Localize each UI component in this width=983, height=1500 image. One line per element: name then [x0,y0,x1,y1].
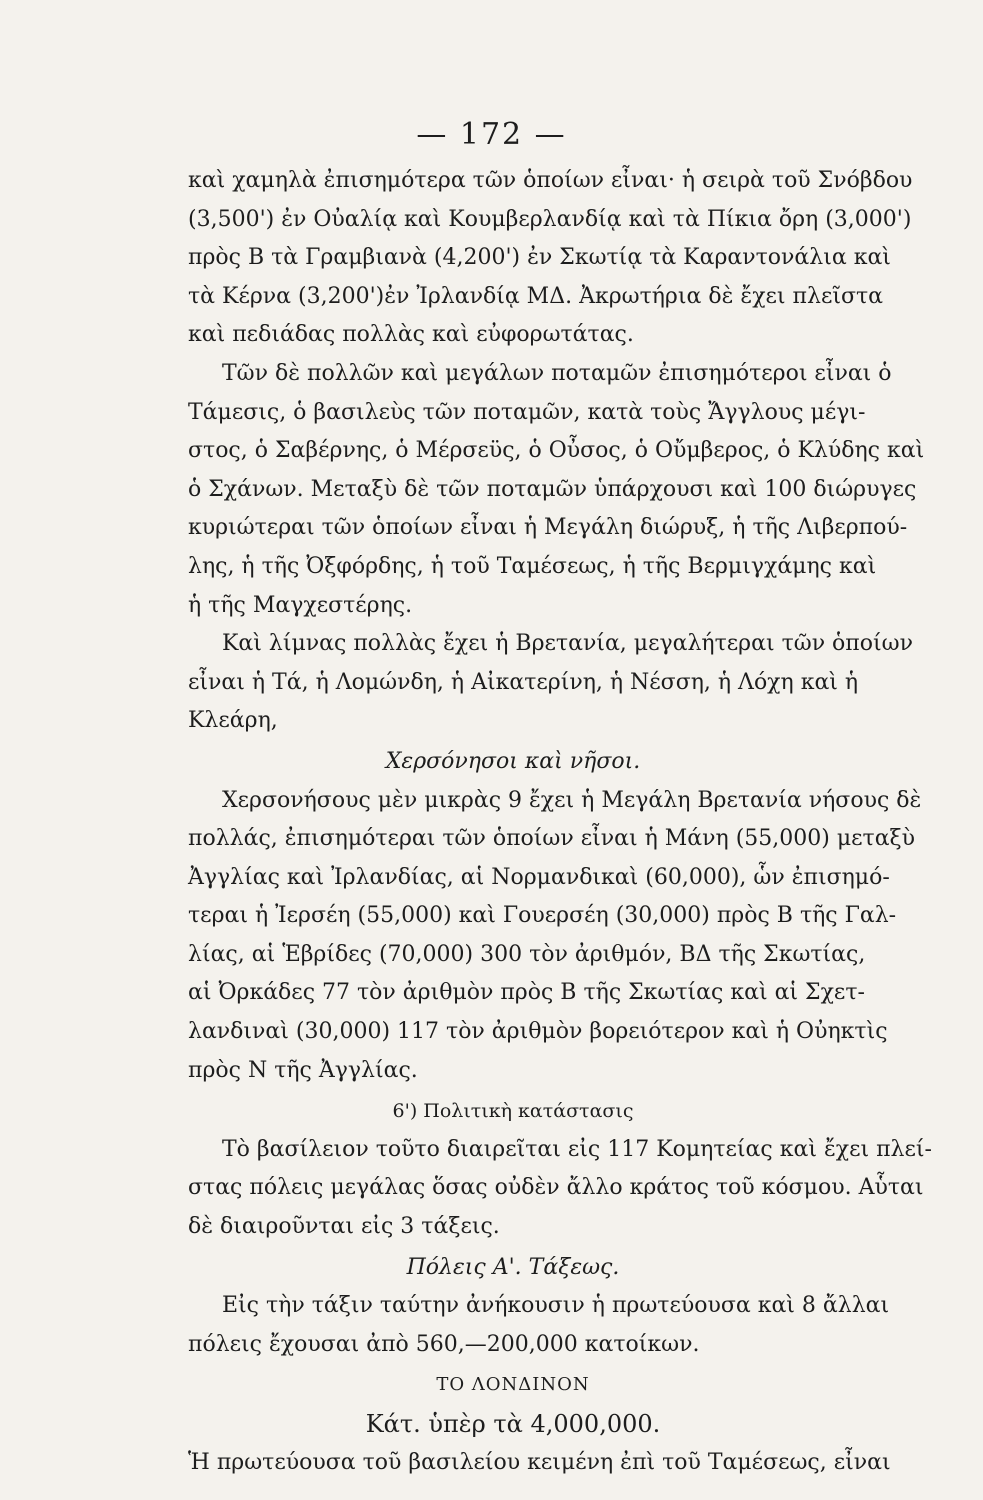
text-line: Ἀγγλίας καὶ Ἰρλανδίας, αἱ Νορμανδικαὶ (60,000), ὧν ἐπισημό- [188,864,890,890]
section-heading-peninsulas-islands: Χερσόνησοι καὶ νῆσοι. [385,748,641,774]
section-heading-first-class-cities: Πόλεις Α'. Τάξεως. [406,1254,620,1280]
text-line: Τάμεσις, ὁ βασιλεὺς τῶν ποταμῶν, κατὰ τοὺς Ἄγγλους μέγι- [188,399,866,425]
text-line: αἱ Ὀρκάδες 77 τὸν ἀριθμὸν πρὸς Β τῆς Σκωτίας καὶ αἱ Σχετ- [188,980,865,1006]
section-heading-political-state: 6') Πολιτικὴ κατάστασις [392,1100,634,1123]
text-line: κυριώτεραι τῶν ὁποίων εἶναι ἡ Μεγάλη διώρυξ, ἡ τῆς Λιβερπού- [188,515,908,541]
text-line: Τῶν δὲ πολλῶν καὶ μεγάλων ποταμῶν ἐπισημότεροι εἶναι ὁ [222,360,892,386]
text-line: (3,500') ἐν Οὐαλίᾳ καὶ Κουμβερλανδίᾳ καὶ τὰ Πίκια ὄρη (3,000') [188,206,912,232]
text-line: Εἰς τὴν τάξιν ταύτην ἀνήκουσιν ἡ πρωτεύουσα καὶ 8 ἄλλαι [222,1293,890,1319]
text-line: λίας, αἱ Ἑβρίδες (70,000) 300 τὸν ἀριθμόν, ΒΔ τῆς Σκωτίας, [188,941,866,967]
text-line: πολλάς, ἐπισημότεραι τῶν ὁποίων εἶναι ἡ Μάνη (55,000) μεταξὺ [188,826,916,852]
text-line: πόλεις ἔχουσαι ἀπὸ 560,—200,000 κατοίκων. [188,1331,700,1357]
page-number: — 172 — [416,117,567,152]
text-line: ἡ τῆς Μαγχεστέρης. [188,592,413,618]
text-line: εἶναι ἡ Τά, ἡ Λομώνδη, ἡ Αἰκατερίνη, ἡ Νέσση, ἡ Λόχη καὶ ἡ [188,669,859,695]
text-line: ὁ Σχάνων. Μεταξὺ δὲ τῶν ποταμῶν ὑπάρχουσι καὶ 100 διώρυγες [188,476,917,502]
text-line: καὶ πεδιάδας πολλὰς καὶ εὐφορωτάτας. [188,322,634,348]
text-line: στας πόλεις μεγάλας ὅσας οὐδὲν ἄλλο κράτος τοῦ κόσμου. Αὗται [188,1175,924,1201]
text-line: Τὸ βασίλειον τοῦτο διαιρεῖται εἰς 117 Κομητείας καὶ ἔχει πλεί- [222,1136,932,1162]
text-line: στος, ὁ Σαβέρνης, ὁ Μέρσεϋς, ὁ Οὖσος, ὁ Οὔμβερος, ὁ Κλύδης καὶ [188,438,925,464]
population-line: Κάτ. ὑπὲρ τὰ 4,000,000. [365,1410,661,1438]
text-line: Καὶ λίμνας πολλὰς ἔχει ἡ Βρετανία, μεγαλήτεραι τῶν ὁποίων [222,631,913,657]
text-line: Κλεάρη, [188,708,278,734]
body-text [188,162,932,1482]
text-line: τεραι ἡ Ἰερσέη (55,000) καὶ Γουερσέη (30,000) πρὸς Β τῆς Γαλ- [188,903,897,929]
section-heading-london: ΤΟ ΛΟΝΔΙΝΟΝ [436,1374,590,1396]
text-line: λης, ἡ τῆς Ὀξφόρδης, ἡ τοῦ Ταμέσεως, ἡ τῆς Βερμιγχάμης καὶ [188,553,877,579]
text-line: πρὸς Β τὰ Γραμβιανὰ (4,200') ἐν Σκωτίᾳ τὰ Καραντονάλια καὶ [188,245,891,271]
text-line: Χερσονήσους μὲν μικρὰς 9 ἔχει ἡ Μεγάλη Βρετανία νήσους δὲ [222,787,922,813]
text-line: πρὸς Ν τῆς Ἀγγλίας. [188,1057,418,1083]
text-line: τὰ Κέρνα (3,200')ἐν Ἰρλανδίᾳ ΜΔ. Ἀκρωτήρια δὲ ἔχει πλεῖστα [188,283,884,309]
text-line: δὲ διαιροῦνται εἰς 3 τάξεις. [188,1214,500,1240]
text-line: λανδιναὶ (30,000) 117 τὸν ἀριθμὸν βορειότερον καὶ ἡ Οὐηκτὶς [188,1019,888,1045]
text-line: καὶ χαμηλὰ ἐπισημότερα τῶν ὁποίων εἶναι· ἡ σειρὰ τοῦ Σνόβδου [188,168,913,193]
text-line: Ἡ πρωτεύουσα τοῦ βασιλείου κειμένη ἐπὶ τοῦ Ταμέσεως, εἶναι [188,1449,891,1475]
